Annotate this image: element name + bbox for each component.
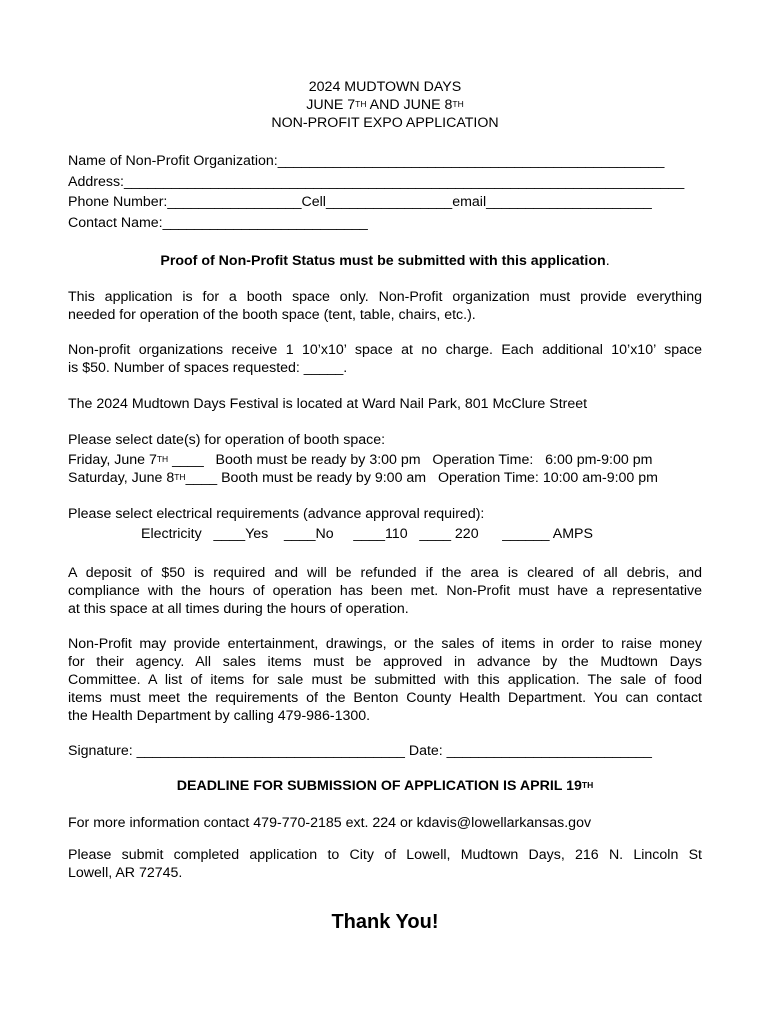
deadline-notice: DEADLINE FOR SUBMISSION OF APPLICATION IS APRIL 19TH [176,778,594,794]
header-dates: JUNE 7TH AND JUNE 8TH [306,97,464,113]
org-name-field[interactable]: Name of Non-Profit Organization:_________________________________________________ [68,153,665,169]
sales-paragraph: Non-Profit may provide entertainment, drawings, or the sales of items in order to raise money for their agency. All sales items must be approved in advance by the Mudtown Days Committee. A list of items for sale must be submitted with this application. The sale of food items must meet the requirements of the Benton County Health Department. You can contact the Health Department by calling 479-986-1300. [68,636,702,724]
electric-prompt: Please select electrical requirements (advance approval required): [68,506,485,522]
friday-option[interactable]: Friday, June 7TH ____ Booth must be ready by 3:00 pm Operation Time: 6:00 pm-9:00 pm [68,452,653,468]
booth-info-paragraph: This application is for a booth space only. Non-Profit organization must provide everything needed for operation of the booth space (tent, table, chairs, etc.). [68,289,702,323]
proof-note: Proof of Non-Profit Status must be submitted with this application. [160,253,610,269]
dates-prompt: Please select date(s) for operation of booth space: [68,432,386,448]
header-subtitle: NON-PROFIT EXPO APPLICATION [271,115,499,131]
saturday-option[interactable]: Saturday, June 8TH____ Booth must be ready by 9:00 am Operation Time: 10:00 am-9:00 pm [68,470,658,486]
address-field[interactable]: Address:_______________________________________________________________________ [68,174,685,190]
deposit-paragraph: A deposit of $50 is required and will be refunded if the area is cleared of all debris, and compliance with the hours of operation has been met. Non-Profit must have a representative at this space at all times during the hours of operation. [68,565,702,617]
submit-paragraph: Please submit completed application to City of Lowell, Mudtown Days, 216 N. Lincoln St Lowell, AR 72745. [68,847,702,881]
location-text: The 2024 Mudtown Days Festival is located at Ward Nail Park, 801 McClure Street [68,396,588,412]
signature-date-field[interactable]: Signature: __________________________________ Date: __________________________ [68,743,652,759]
spaces-paragraph: Non-profit organizations receive 1 10’x10’ space at no charge. Each additional 10’x10’ space is $50. Number of spaces requested: _____. [68,342,702,376]
phone-cell-email-field[interactable]: Phone Number:_________________Cell________________email_____________________ [68,194,652,210]
electric-options[interactable]: Electricity ____Yes ____No ____110 ____ 220 ______ AMPS [141,526,593,542]
contact-info: For more information contact 479-770-2185 ext. 224 or kdavis@lowellarkansas.gov [68,815,592,831]
header-title: 2024 MUDTOWN DAYS [308,79,462,95]
thank-you: Thank You! [331,911,439,933]
contact-name-field[interactable]: Contact Name:__________________________ [68,215,368,231]
